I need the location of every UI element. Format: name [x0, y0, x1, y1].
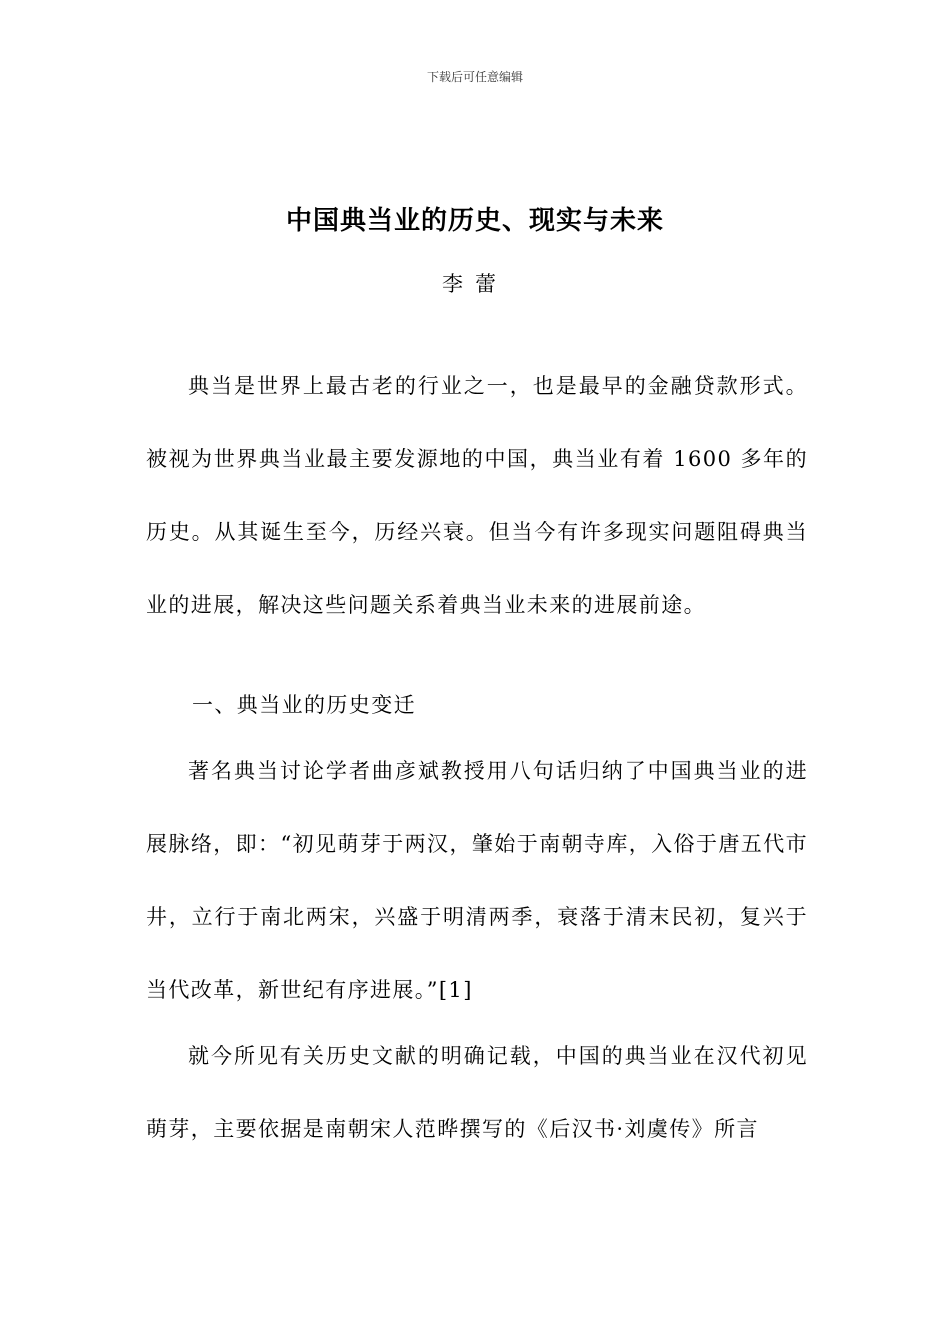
paragraph-3: [146, 1020, 808, 1166]
paragraph-2-text: 著名典当讨论学者曲彦斌教授用八句话归纳了中国典当业的进展脉络，即：“初见萌芽于两汉，肇始于南朝寺库，入俗于唐五代市井，立行于南北两宋，兴盛于明清两季，衰落于清末民初，复兴于当代改革，新世纪有序进展。”[1]: [146, 759, 808, 1002]
intro-paragraph: [146, 350, 808, 642]
document-title: 中国典当业的历史、现实与未来: [285, 206, 664, 236]
author-name: 李蕾: [442, 272, 508, 296]
intro-paragraph-text: 典当是世界上最古老的行业之一，也是最早的金融贷款形式。被视为世界典当业最主要发源地的中国，典当业有着 1600 多年的历史。从其诞生至今，历经兴衰。但当今有许多现实问题阻碍典当业的进展，解决这些问题关系着典当业未来的进展前途。: [146, 374, 808, 617]
paragraph-2: [146, 735, 808, 1027]
paragraph-3-text: 就今所见有关历史文献的明确记载，中国的典当业在汉代初见萌芽，主要依据是南朝宋人范晔撰写的《后汉书·刘虞传》所言: [146, 1044, 808, 1141]
section-heading: 一、典当业的历史变迁: [192, 693, 416, 717]
header-note: 下载后可任意编辑: [426, 70, 523, 84]
